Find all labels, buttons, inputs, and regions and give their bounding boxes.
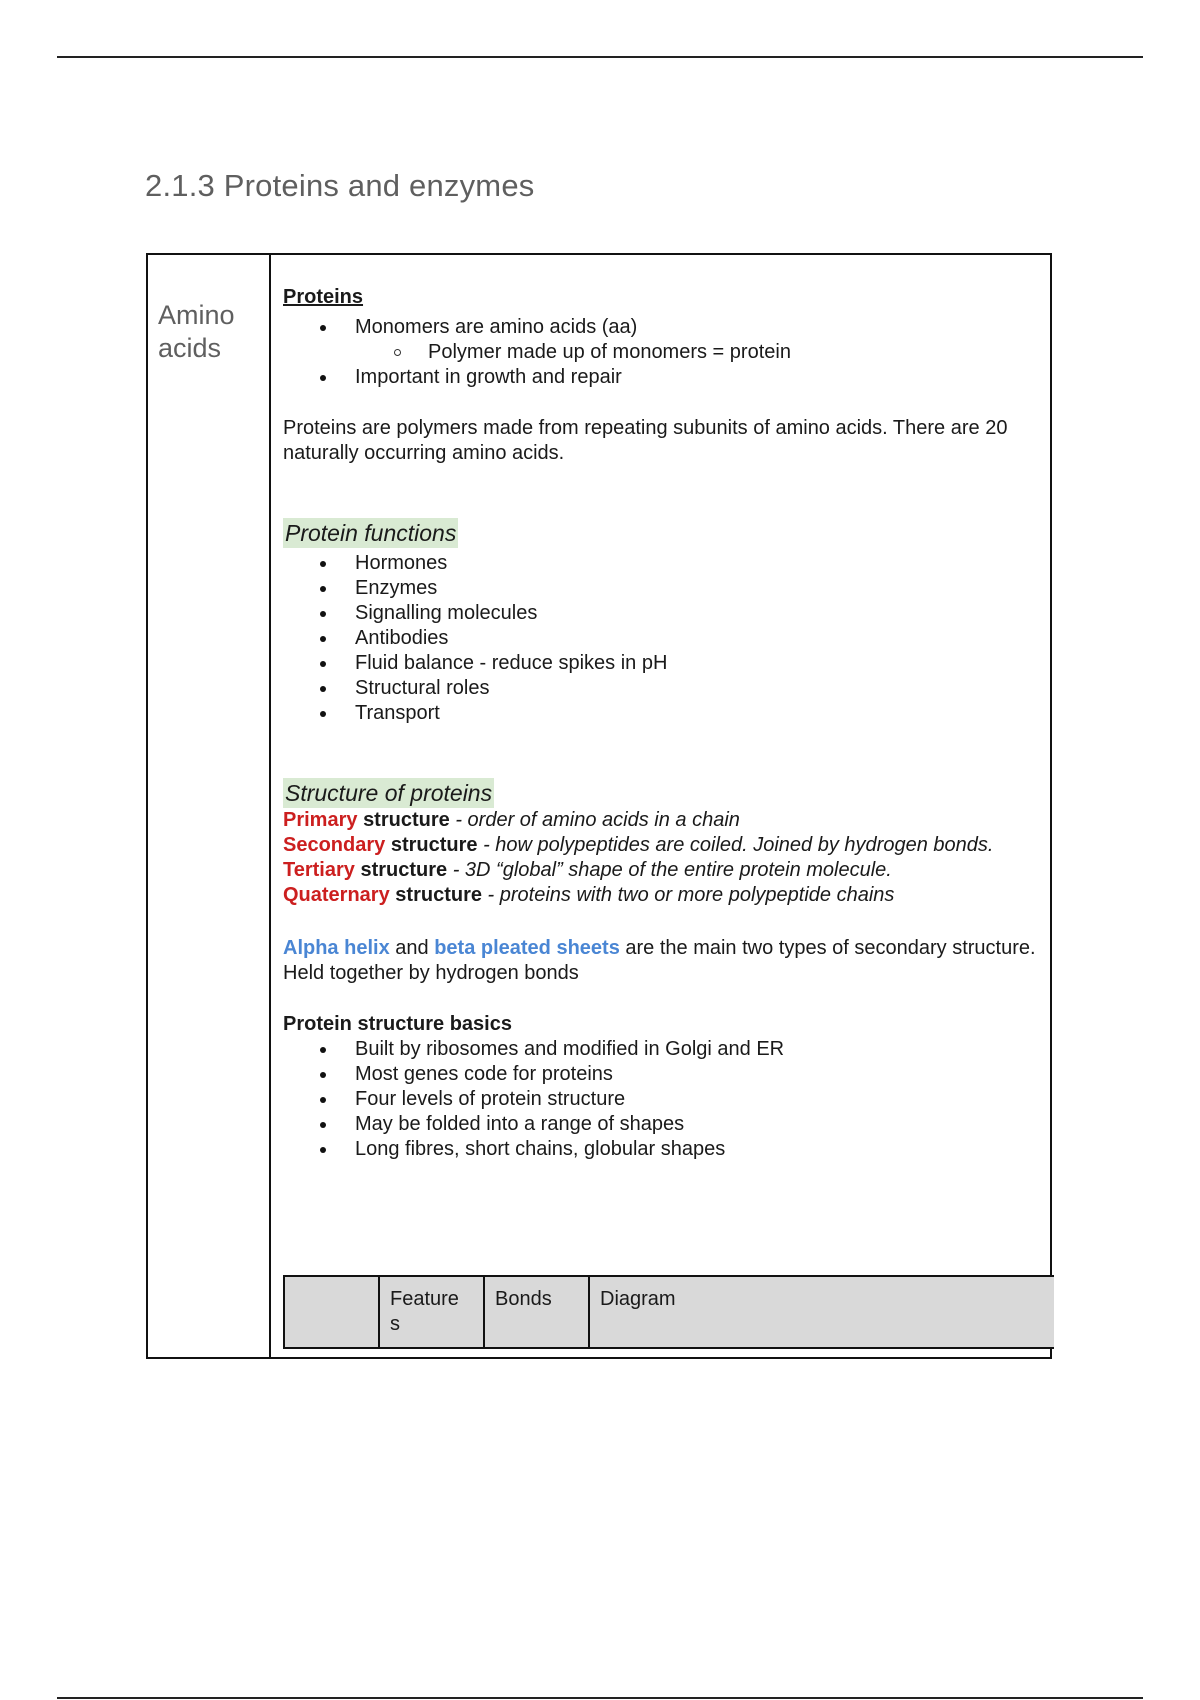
structure-comparison-table: [283, 1275, 1054, 1349]
level-name: Secondary: [283, 834, 386, 856]
topic-column: [148, 255, 271, 1357]
list-item: Four levels of protein structure: [283, 1087, 1043, 1112]
proteins-paragraph: Proteins are polymers made from repeating subunits of amino acids. There are 20 naturally occurring amino acids.: [283, 417, 1008, 464]
list-item: May be folded into a range of shapes: [283, 1112, 1043, 1137]
structure-heading: Structure of proteins: [285, 780, 493, 806]
table-header-cell: Feature s: [380, 1277, 485, 1347]
table-header-cell: Bonds: [485, 1277, 590, 1347]
secondary-types-text: are the main two types of secondary structure. Held together by hydrogen bonds: [283, 937, 1036, 984]
structure-level-tertiary: [283, 858, 1043, 883]
level-name: Primary: [283, 809, 358, 831]
list-item: Transport: [283, 701, 1043, 726]
structure-level-secondary: [283, 833, 1043, 858]
proteins-heading: Proteins: [283, 286, 364, 308]
level-word: structure: [360, 859, 448, 881]
notes-table: [146, 253, 1052, 1359]
table-header-cell: [285, 1277, 380, 1347]
basics-heading: Protein structure basics: [283, 1013, 512, 1035]
list-item: Built by ribosomes and modified in Golgi and ER: [283, 1037, 1043, 1062]
level-name: Quaternary: [283, 884, 390, 906]
page-title: 2.1.3 Proteins and enzymes: [145, 168, 535, 203]
list-item: [283, 315, 1043, 365]
top-rule: [57, 56, 1143, 58]
level-desc: - order of amino acids in a chain: [449, 809, 740, 831]
topic-label: Amino acids: [158, 300, 235, 363]
proteins-list: [283, 315, 1043, 390]
level-word: structure: [390, 834, 478, 856]
level-desc: - 3D “global” shape of the entire protein molecule.: [447, 859, 892, 881]
list-item: Important in growth and repair: [283, 365, 1043, 390]
list-item: Polymer made up of monomers = protein: [283, 340, 1043, 365]
proteins-sublist: [355, 340, 1043, 365]
list-item: Long fibres, short chains, globular shapes: [283, 1137, 1043, 1162]
list-item: Signalling molecules: [283, 601, 1043, 626]
basics-list: [283, 1037, 1043, 1162]
level-desc: - proteins with two or more polypeptide chains: [481, 884, 895, 906]
list-item: Enzymes: [283, 576, 1043, 601]
level-word: structure: [363, 809, 450, 831]
list-item: Structural roles: [283, 676, 1043, 701]
level-name: Tertiary: [283, 859, 355, 881]
beta-sheets-term: beta pleated sheets: [434, 937, 620, 959]
list-item-text: Monomers are amino acids (aa): [355, 316, 638, 338]
alpha-helix-term: Alpha helix: [283, 937, 390, 959]
secondary-types-paragraph: [283, 936, 1043, 986]
conjunction: and: [389, 937, 435, 959]
table-header-cell: Diagram: [600, 1288, 676, 1310]
structure-level-primary: [283, 808, 1043, 833]
structure-level-quaternary: [283, 883, 1043, 908]
functions-heading: Protein functions: [285, 520, 457, 546]
level-word: structure: [395, 884, 482, 906]
bottom-rule: [57, 1697, 1143, 1699]
list-item: Most genes code for proteins: [283, 1062, 1043, 1087]
functions-list: [283, 551, 1043, 726]
level-desc: - how polypeptides are coiled. Joined by hydrogen bonds.: [477, 834, 994, 856]
list-item: Fluid balance - reduce spikes in pH: [283, 651, 1043, 676]
list-item: Antibodies: [283, 626, 1043, 651]
notes-content: [283, 285, 1043, 1162]
list-item: Hormones: [283, 551, 1043, 576]
